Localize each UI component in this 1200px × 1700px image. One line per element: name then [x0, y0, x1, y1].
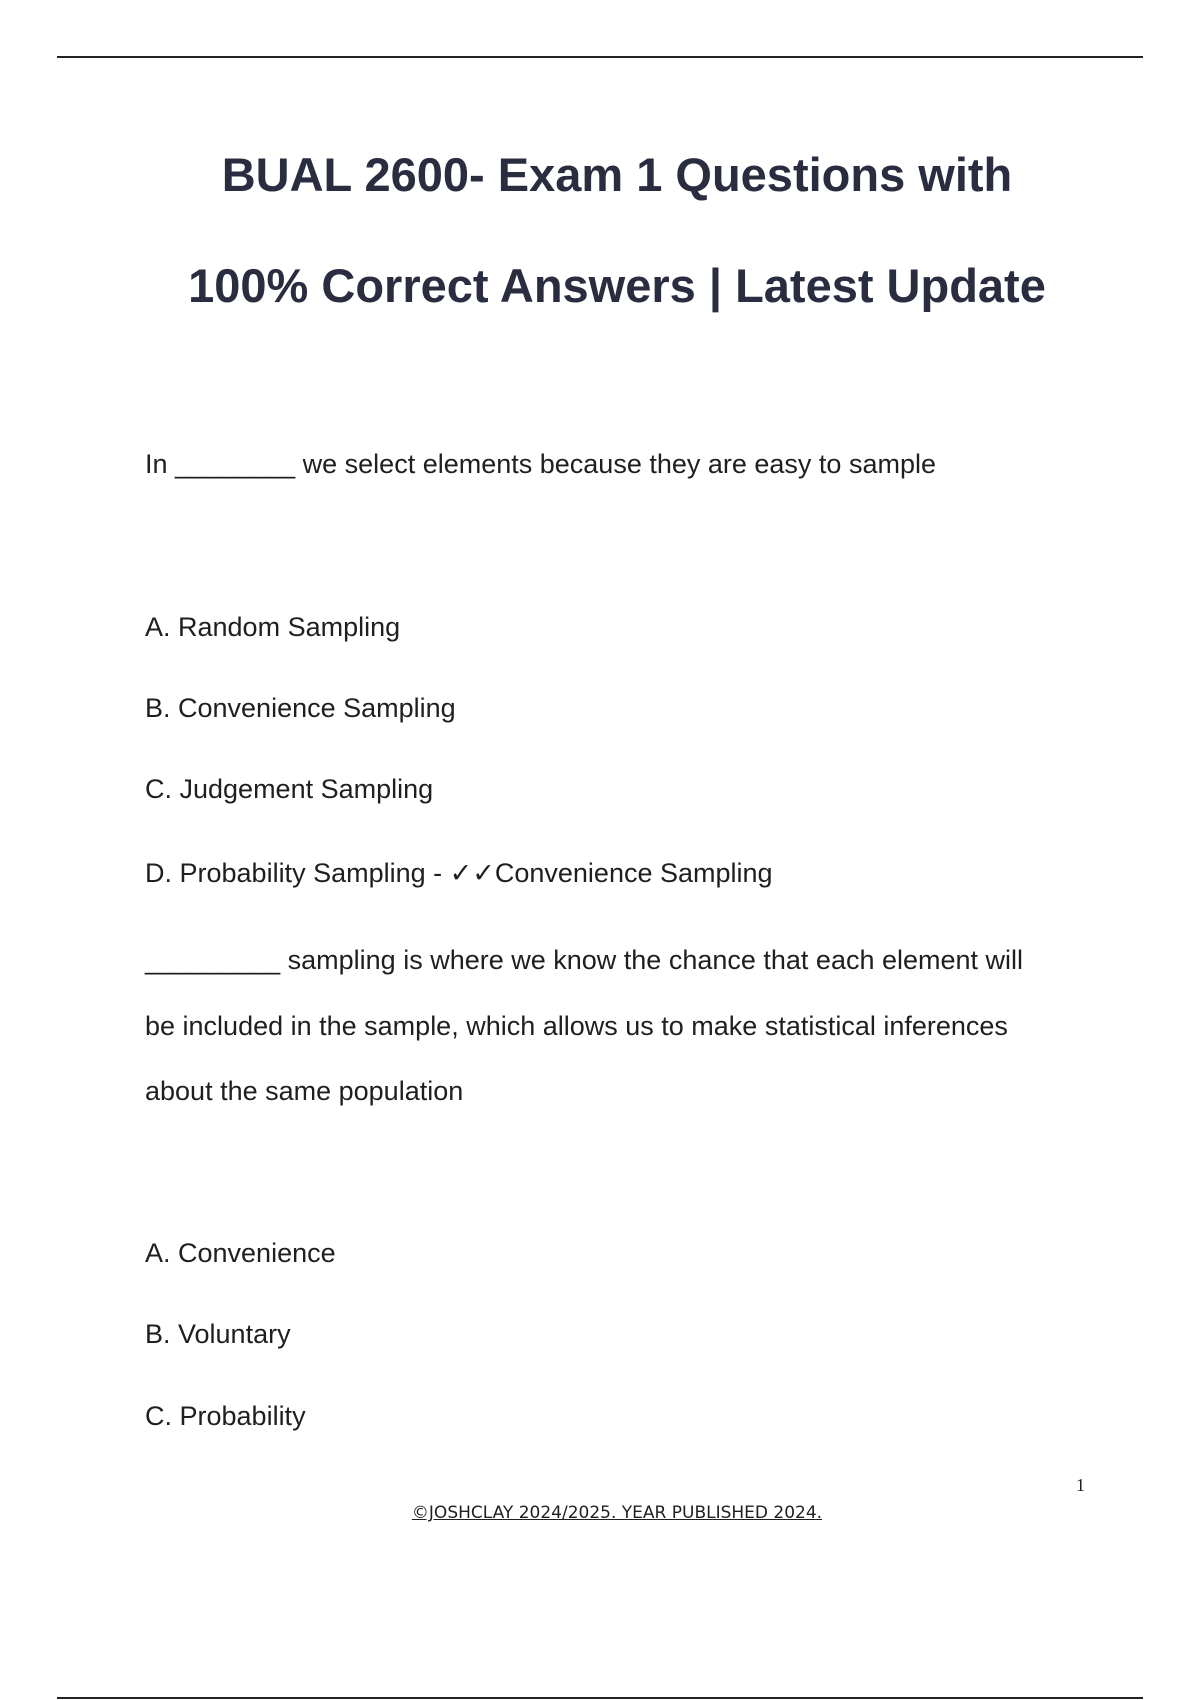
question-2-option-c: C. Probability [145, 1401, 306, 1431]
document-title-line-2: 100% Correct Answers | Latest Update [188, 259, 1046, 312]
copyright-footer: ©JOSHCLAY 2024/2025. YEAR PUBLISHED 2024. [411, 1503, 823, 1523]
question-2-option-a: A. Convenience [145, 1238, 336, 1268]
question-1-option-a: A. Random Sampling [145, 612, 401, 642]
question-2-option-b: B. Voluntary [145, 1319, 291, 1349]
bottom-divider [57, 1697, 1143, 1699]
top-divider [57, 56, 1143, 58]
question-1-option-c: C. Judgement Sampling [145, 774, 434, 804]
page-number: 1 [1076, 1475, 1085, 1495]
question-1-prompt: In ________ we select elements because they are easy to sample [145, 449, 936, 479]
question-2-prompt-line-2: be included in the sample, which allows us to make statistical inferences [145, 1011, 1008, 1041]
question-2-prompt-line-3: about the same population [145, 1076, 464, 1106]
document-title-line-1: BUAL 2600- Exam 1 Questions with [221, 148, 1013, 201]
question-1-option-d-with-answer: D. Probability Sampling - ✓✓Convenience Sampling [145, 858, 773, 888]
question-1-option-b: B. Convenience Sampling [145, 693, 456, 723]
question-2-prompt-line-1: _________ sampling is where we know the chance that each element will [145, 945, 1024, 975]
